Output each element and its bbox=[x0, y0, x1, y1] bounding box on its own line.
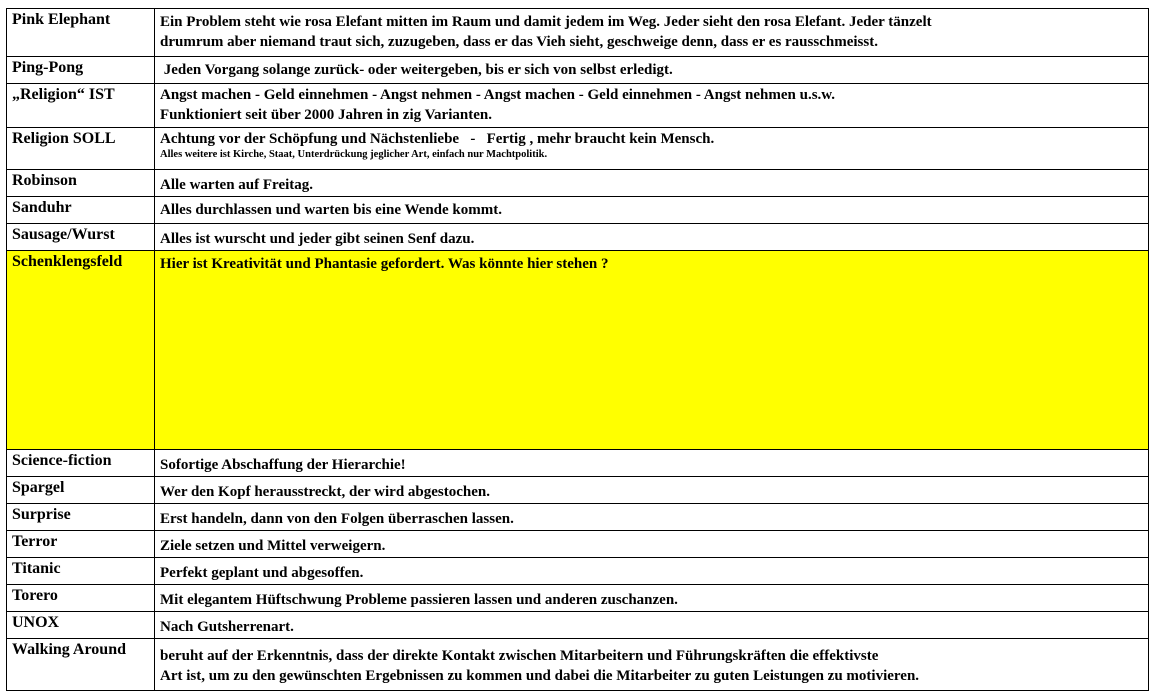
definition-line: Ziele setzen und Mittel verweigern. bbox=[160, 538, 386, 554]
definition-line: Alles ist wurscht und jeder gibt seinen Senf dazu. bbox=[160, 231, 475, 247]
definition-cell bbox=[155, 224, 1149, 251]
definition-line: drumrum aber niemand traut sich, zuzugeben, dass er das Vieh sieht, geschweige denn, dass er es rausschmeisst. bbox=[160, 34, 878, 50]
definition-cell bbox=[155, 639, 1149, 691]
table-row bbox=[7, 531, 1149, 558]
definition-line: beruht auf der Erkenntnis, dass der direkte Kontakt zwischen Mitarbeitern und Führungskräften die effektivste bbox=[160, 648, 879, 664]
definition-line: Nach Gutsherrenart. bbox=[160, 619, 294, 635]
definition-line: Erst handeln, dann von den Folgen überraschen lassen. bbox=[160, 511, 514, 527]
term-cell: Science-fiction bbox=[7, 450, 155, 477]
term-cell: Terror bbox=[7, 531, 155, 558]
definition-cell bbox=[155, 57, 1149, 84]
definition-line: Angst machen - Geld einnehmen - Angst nehmen - Angst machen - Geld einnehmen - Angst nehmen u.s.w. bbox=[160, 87, 836, 103]
table-row bbox=[7, 84, 1149, 128]
definition-cell bbox=[155, 251, 1149, 450]
definition-line: Alle warten auf Freitag. bbox=[160, 177, 314, 193]
definition-cell bbox=[155, 558, 1149, 585]
definition-cell bbox=[155, 9, 1149, 57]
table-row bbox=[7, 128, 1149, 170]
term-cell: Torero bbox=[7, 585, 155, 612]
definition-note: Alles weitere ist Kirche, Staat, Unterdrückung jeglicher Art, einfach nur Machtpolitik. bbox=[160, 149, 548, 160]
definition-line: Alles durchlassen und warten bis eine Wende kommt. bbox=[160, 202, 502, 218]
table-row bbox=[7, 558, 1149, 585]
term-cell: Spargel bbox=[7, 477, 155, 504]
definition-cell bbox=[155, 450, 1149, 477]
table-row-highlighted bbox=[7, 251, 1149, 450]
definition-cell bbox=[155, 612, 1149, 639]
definition-cell bbox=[155, 477, 1149, 504]
term-cell: Titanic bbox=[7, 558, 155, 585]
definition-cell bbox=[155, 170, 1149, 197]
definition-line: Hier ist Kreativität und Phantasie gefordert. Was könnte hier stehen ? bbox=[160, 256, 609, 272]
definition-cell bbox=[155, 504, 1149, 531]
table-row bbox=[7, 477, 1149, 504]
definition-line: Achtung vor der Schöpfung und Nächstenliebe - Fertig , mehr braucht kein Mensch. bbox=[160, 131, 715, 147]
definition-cell bbox=[155, 128, 1149, 170]
definition-line: Wer den Kopf herausstreckt, der wird abgestochen. bbox=[160, 484, 490, 500]
term-cell: UNOX bbox=[7, 612, 155, 639]
definition-line: Ein Problem steht wie rosa Elefant mitten im Raum und damit jedem im Weg. Jeder sieht den rosa Elefant. Jeder tänzelt bbox=[160, 14, 932, 30]
table-row bbox=[7, 224, 1149, 251]
term-cell: „Religion“ IST bbox=[7, 84, 155, 128]
term-cell: Sanduhr bbox=[7, 197, 155, 224]
table-row bbox=[7, 197, 1149, 224]
term-cell: Surprise bbox=[7, 504, 155, 531]
term-cell: Religion SOLL bbox=[7, 128, 155, 170]
term-cell: Sausage/Wurst bbox=[7, 224, 155, 251]
definition-cell bbox=[155, 585, 1149, 612]
table-row bbox=[7, 585, 1149, 612]
definition-cell bbox=[155, 84, 1149, 128]
table-row bbox=[7, 504, 1149, 531]
term-cell: Schenklengsfeld bbox=[7, 251, 155, 450]
definition-line: Mit elegantem Hüftschwung Probleme passieren lassen und anderen zuschanzen. bbox=[160, 592, 678, 608]
definition-cell bbox=[155, 197, 1149, 224]
definition-cell bbox=[155, 531, 1149, 558]
term-cell: Robinson bbox=[7, 170, 155, 197]
glossary-table bbox=[6, 8, 1149, 691]
table-row bbox=[7, 170, 1149, 197]
term-cell: Pink Elephant bbox=[7, 9, 155, 57]
definition-line: Sofortige Abschaffung der Hierarchie! bbox=[160, 457, 406, 473]
definition-line: Funktioniert seit über 2000 Jahren in zig Varianten. bbox=[160, 107, 492, 123]
definition-line: Perfekt geplant und abgesoffen. bbox=[160, 565, 364, 581]
term-cell: Ping-Pong bbox=[7, 57, 155, 84]
table-row bbox=[7, 450, 1149, 477]
table-row bbox=[7, 57, 1149, 84]
term-cell: Walking Around bbox=[7, 639, 155, 691]
definition-line: Jeden Vorgang solange zurück- oder weitergeben, bis er sich von selbst erledigt. bbox=[160, 62, 673, 78]
definition-line: Art ist, um zu den gewünschten Ergebnissen zu kommen und dabei die Mitarbeiter zu guten Leistungen zu motivieren. bbox=[160, 668, 920, 684]
table-row bbox=[7, 612, 1149, 639]
table-row bbox=[7, 639, 1149, 691]
table-row bbox=[7, 9, 1149, 57]
